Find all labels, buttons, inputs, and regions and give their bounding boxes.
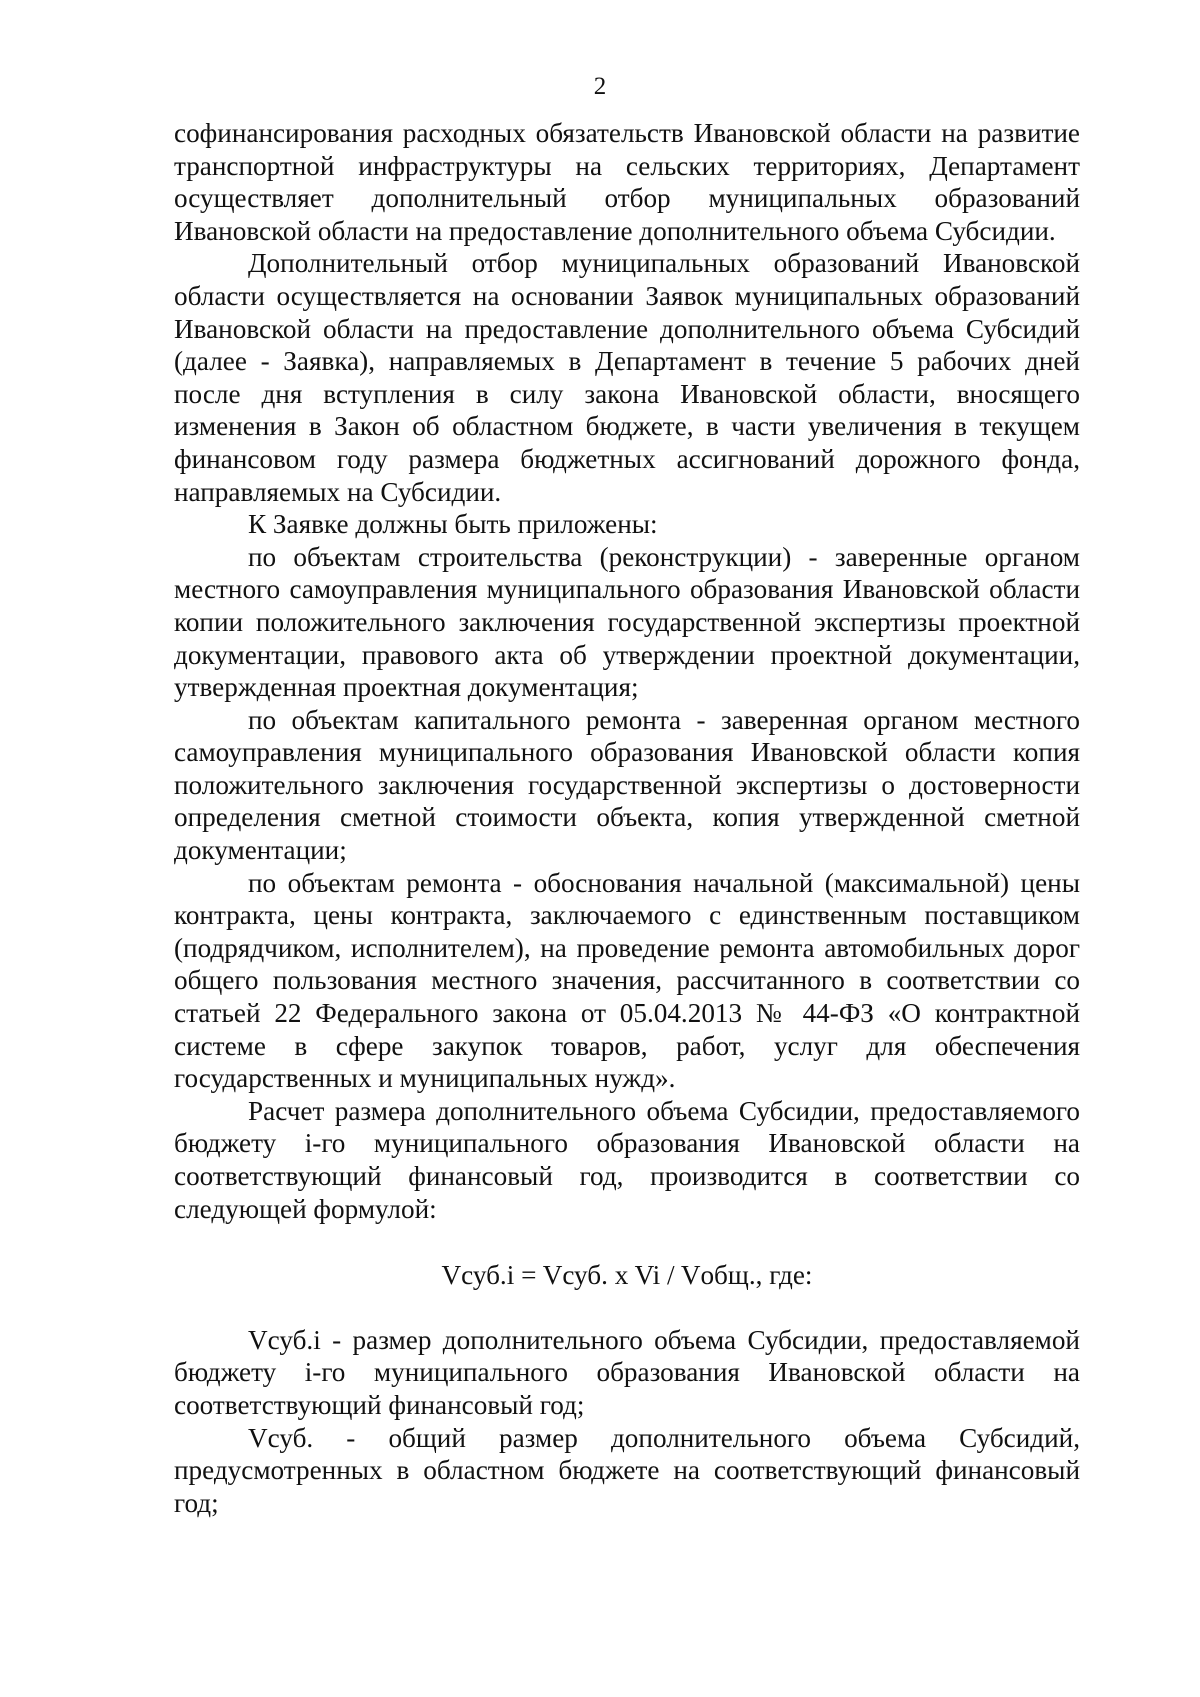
document-body bbox=[174, 117, 1080, 1519]
paragraph-repair-objects: по объектам ремонта - обоснования начальной (максимальной) цены контракта, цены контракта, заключаемого с единственным поставщиком (подрядчиком, исполнителем), на проведение ремонта автомобильных дорог общего пользования местного значения, рассчитанного в соответствии со статьей 22 Федерального закона от 05.04.2013 № 44-ФЗ «О контрактной системе в сфере закупок товаров, работ, услуг для обеспечения государственных и муниципальных нужд». bbox=[174, 867, 1080, 1094]
formula: Vсуб.i = Vсуб. x Vi / Vобщ., где: bbox=[441, 1260, 813, 1291]
paragraph-attachments-intro: К Заявке должны быть приложены: bbox=[248, 509, 658, 540]
paragraph-construction-objects: по объектам строительства (реконструкции) - заверенные органом местного самоуправления муниципального образования Ивановской области копии положительного заключения государственной экспертизы проектной документации, правового акта об утверждении проектной документации, утвержденная проектная документация; bbox=[174, 541, 1080, 703]
paragraph-continuation: софинансирования расходных обязательств Ивановской области на развитие транспортной инфраструктуры на сельских территориях, Департамент осуществляет дополнительный отбор муниципальных образований Ивановской области на предоставление дополнительного объема Субсидии. bbox=[174, 118, 1080, 246]
paragraph-capital-repair-objects: по объектам капитального ремонта - заверенная органом местного самоуправления муниципального образования Ивановской области копия положительного заключения государственной экспертизы о достоверности определения сметной стоимости объекта, копия утвержденной сметной документации; bbox=[174, 704, 1080, 866]
paragraph-additional-selection: Дополнительный отбор муниципальных образований Ивановской области осуществляется на основании Заявок муниципальных образований Ивановской области на предоставление дополнительного объема Субсидий (далее - Заявка), направляемых в Департамент в течение 5 рабочих дней после дня вступления в силу закона Ивановской области, вносящего изменения в Закон об областном бюджете, в части увеличения в текущем финансовом году размера бюджетных ассигнований дорожного фонда, направляемых на Субсидии. bbox=[174, 248, 1080, 507]
paragraph-calculation: Расчет размера дополнительного объема Субсидии, предоставляемого бюджету i-го муниципального образования Ивановской области на соответствующий финансовый год, производится в соответствии со следующей формулой: bbox=[174, 1095, 1080, 1224]
paragraph-definition-vsub-i: Vсуб.i - размер дополнительного объема Субсидии, предоставляемой бюджету i-го муниципального образования Ивановской области на соответствующий финансовый год; bbox=[174, 1324, 1080, 1420]
page-number: 2 bbox=[593, 73, 607, 100]
paragraph-definition-vsub: Vсуб. - общий размер дополнительного объема Субсидий, предусмотренных в областном бюджете на соответствующий финансовый год; bbox=[174, 1422, 1080, 1518]
